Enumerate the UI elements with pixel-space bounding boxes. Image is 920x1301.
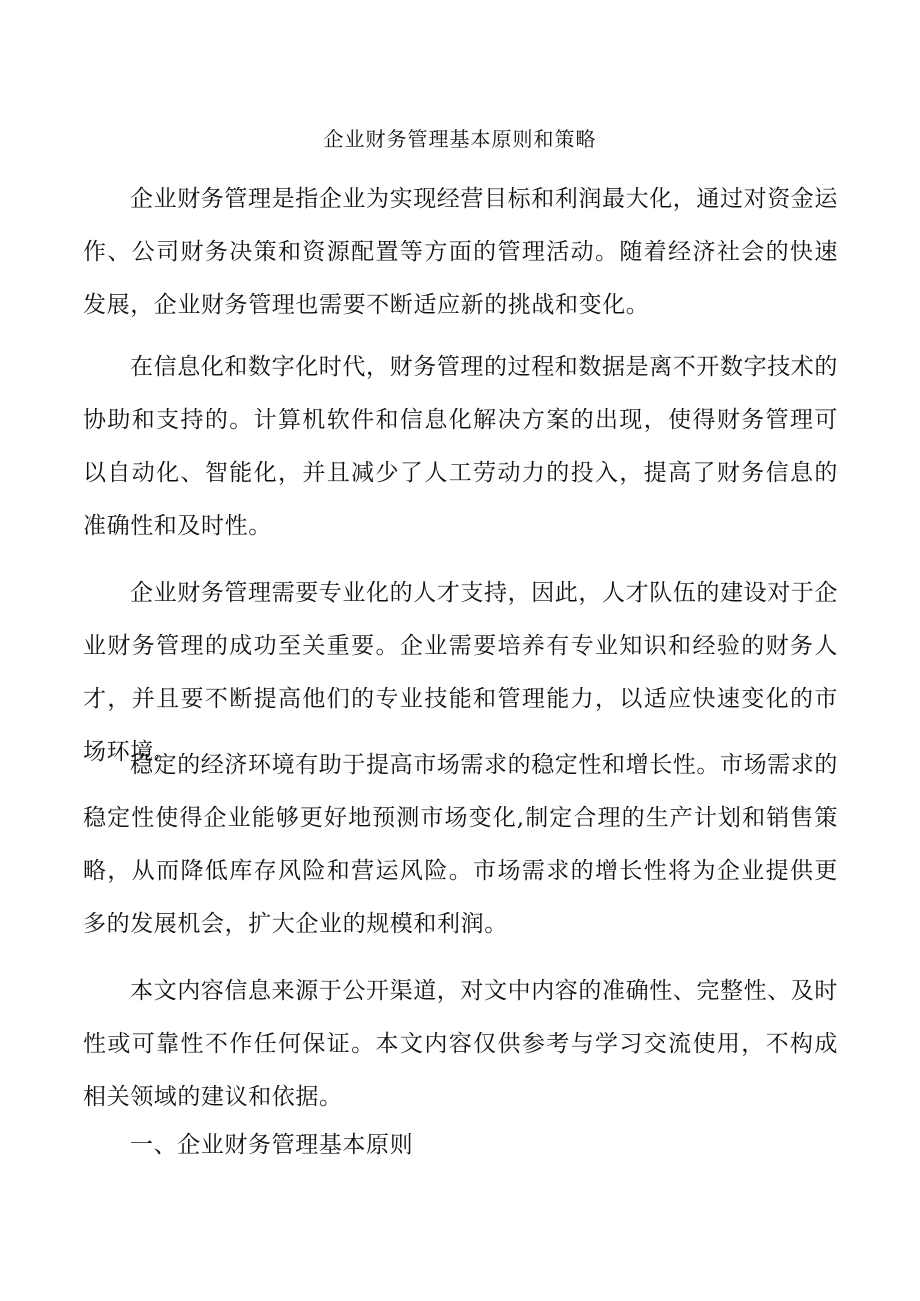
document-title: 企业财务管理基本原则和策略 bbox=[323, 127, 597, 151]
paragraph-talent: 企业财务管理需要专业化的人才支持，因此，人才队伍的建设对于企业财务管理的成功至关重要。企业需要培养有专业知识和经验的财务人才，并且要不断提高他们的专业技能和管理能力，以适应快速变化的市场环境。 bbox=[83, 580, 838, 765]
paragraph-economy: 稳定的经济环境有助于提高市场需求的稳定性和增长性。市场需求的稳定性使得企业能够更好地预测市场变化,制定合理的生产计划和销售策略，从而降低库存风险和营运风险。市场需求的增长性将为企业提供更多的发展机会，扩大企业的规模和利润。 bbox=[83, 752, 838, 937]
paragraph-intro: 企业财务管理是指企业为实现经营目标和利润最大化，通过对资金运作、公司财务决策和资源配置等方面的管理活动。随着经济社会的快速发展，企业财务管理也需要不断适应新的挑战和变化。 bbox=[83, 186, 838, 318]
paragraph-digitalization: 在信息化和数字化时代，财务管理的过程和数据是离不开数字技术的协助和支持的。计算机软件和信息化解决方案的出现，使得财务管理可以自动化、智能化，并且减少了人工劳动力的投入，提高了财务信息的准确性和及时性。 bbox=[83, 354, 838, 539]
section-heading: 一、企业财务管理基本原则 bbox=[130, 1132, 414, 1158]
paragraph-disclaimer: 本文内容信息来源于公开渠道，对文中内容的准确性、完整性、及时性或可靠性不作任何保证。本文内容仅供参考与学习交流使用，不构成相关领域的建议和依据。 bbox=[83, 978, 838, 1110]
